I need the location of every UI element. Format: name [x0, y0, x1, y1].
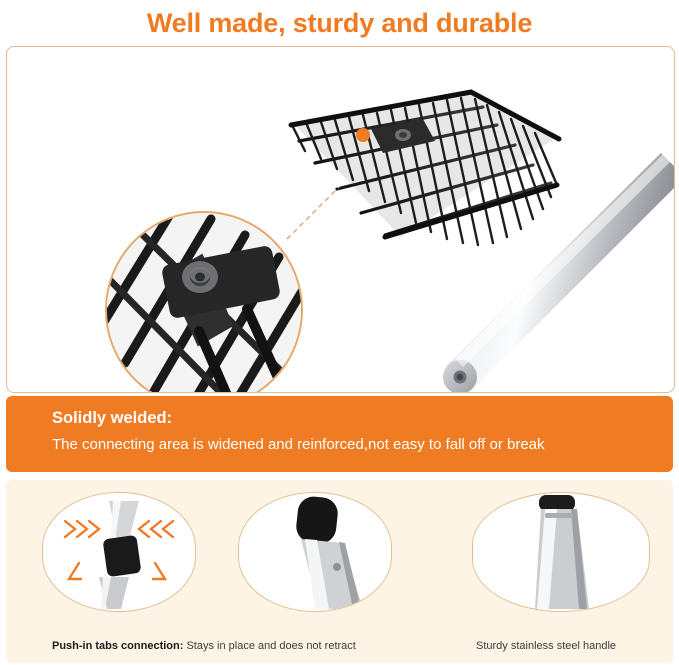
page-title: Well made, sturdy and durable	[146, 7, 533, 38]
caption-subtitle: The connecting area is widened and reinforced,not easy to fall off or break	[52, 436, 545, 453]
bottom-caption-left	[52, 640, 356, 652]
push-in-tab-disconnect-thumb	[42, 492, 196, 612]
hero-photo-card	[6, 46, 675, 393]
bottom-feature-strip	[6, 480, 673, 663]
stainless-handle-rod	[437, 143, 675, 393]
bottom-caption-right: Sturdy stainless steel handle	[476, 640, 617, 652]
bottom-caption-left-bold: Push-in tabs connection:	[52, 640, 184, 652]
caption-title: Solidly welded:	[52, 409, 173, 427]
bottom-caption-left-rest: Stays in place and does not retract	[183, 640, 356, 652]
push-in-tab-connected-thumb	[238, 492, 392, 612]
stainless-handle-closeup-thumb	[472, 492, 650, 612]
feature-caption-band	[6, 396, 673, 472]
welded-joint-zoom-detail	[105, 211, 303, 393]
